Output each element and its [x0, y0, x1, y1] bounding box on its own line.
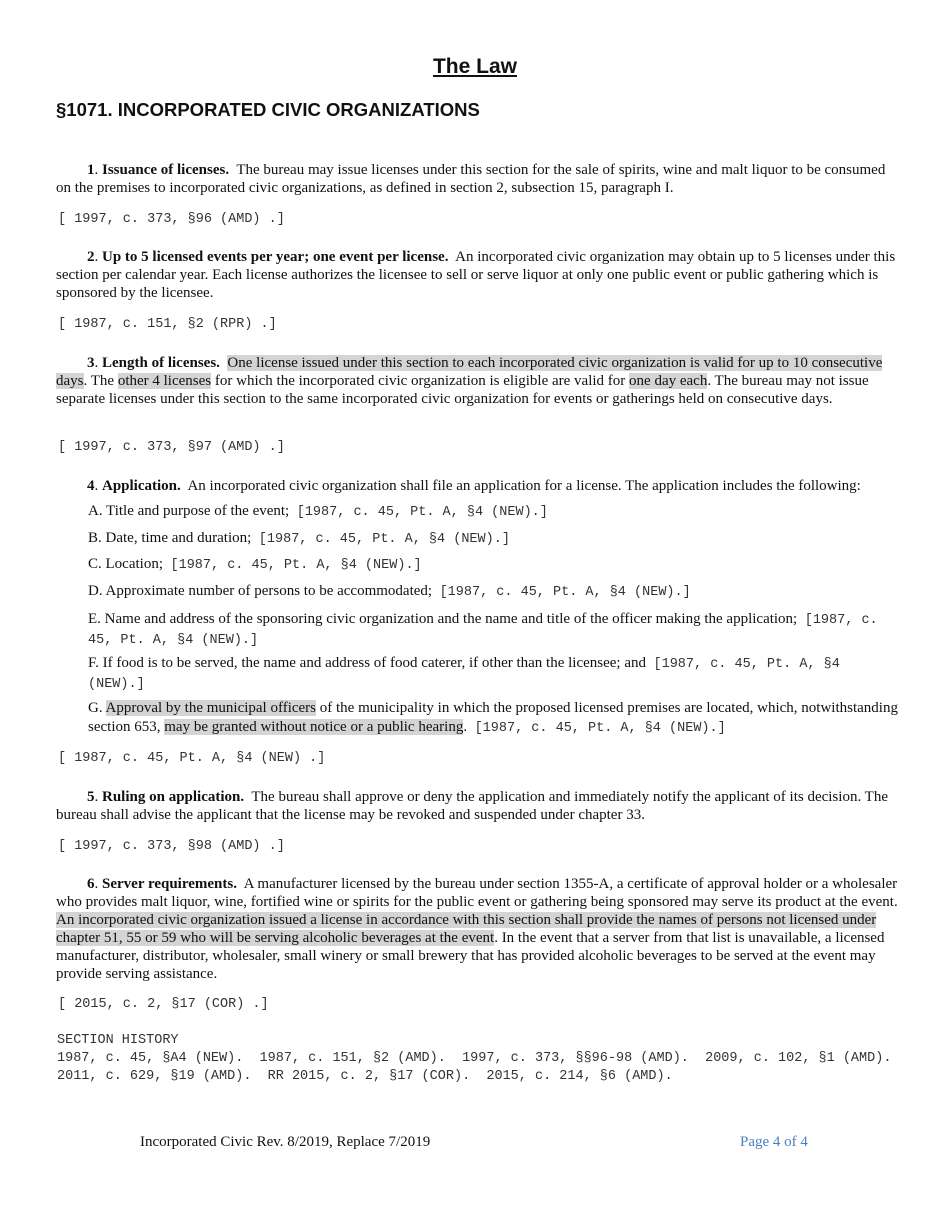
subsection-number: 6	[87, 876, 95, 892]
subsection-number: 2	[87, 249, 95, 265]
subsection-number: 5	[87, 789, 95, 805]
list-item: C. Location; [1987, c. 45, Pt. A, §4 (NEW).]	[88, 556, 422, 573]
subsection-title: Up to 5 licensed events per year; one event per license.	[102, 249, 449, 265]
subsection-number: 4	[87, 478, 95, 494]
section-history	[57, 1032, 917, 1086]
subsection-title: Application.	[102, 478, 181, 494]
citation: [1987, c. 45, Pt. A, §4 (NEW).]	[296, 505, 548, 520]
highlighted-text: other 4 licenses	[117, 373, 212, 389]
citation: [ 1987, c. 45, Pt. A, §4 (NEW) .]	[58, 751, 326, 766]
subsection-5: 5. Ruling on application. The bureau shall approve or deny the application and immediately notify the applicant of its decision. The bureau shall advise the applicant that the license may be revoked and suspended under chapter 33.	[56, 789, 888, 823]
highlighted-text: one day each	[629, 373, 708, 389]
subsection-number: 3	[87, 355, 95, 371]
subsection-2: 2. Up to 5 licensed events per year; one event per license. An incorporated civic organization may obtain up to 5 licenses under this section per calendar year. Each license authorizes the licensee to sell or serve liquor at only one public event or public gathering which is sponsored by the licensee.	[56, 249, 896, 301]
page-number: Page 4 of 4	[740, 1134, 808, 1150]
highlighted-text: Approval by the municipal officers	[105, 700, 317, 716]
citation: [1987, c. 45, Pt. A, §4 (NEW).]	[88, 657, 840, 692]
section-heading: §1071. INCORPORATED CIVIC ORGANIZATIONS	[56, 99, 480, 120]
subsection-title: Length of licenses.	[102, 355, 220, 371]
subsection-title: Server requirements.	[102, 876, 237, 892]
list-item: A. Title and purpose of the event; [1987, c. 45, Pt. A, §4 (NEW).]	[88, 503, 548, 520]
highlighted-text: may be granted without notice or a public hearing	[164, 719, 464, 735]
subsection-text: . In the event that a server from that list is unavailable, a licensed manufacturer, distributor, wholesaler, small winery or small brewery that has provided alcoholic beverages to be served at the event may provide serving assistance.	[56, 930, 885, 982]
subsection-text: The bureau may issue licenses under this section for the sale of spirits, wine and malt liquor to be consumed on the premises to incorporated civic organizations, as defined in section 2, subsection 15, paragraph I.	[56, 162, 886, 196]
subsection-title: Issuance of licenses.	[102, 162, 230, 178]
list-item: E. Name and address of the sponsoring civic organization and the name and title of the officer making the application; [1987, c. 45, Pt. A, §4 (NEW).]	[88, 611, 878, 648]
list-item: D. Approximate number of persons to be accommodated; [1987, c. 45, Pt. A, §4 (NEW).]	[88, 583, 691, 600]
citation: [ 1987, c. 151, §2 (RPR) .]	[58, 317, 277, 332]
highlighted-text: One license issued under this section to each incorporated civic organization is valid for up to 10 consecutive days	[56, 355, 883, 389]
subsection-6: 6. Server requirements. A manufacturer licensed by the bureau under section 1355-A, a certificate of approval holder or a wholesaler who provides malt liquor, wine, fortified wine or spirits for the public event or gathering being sponsored may serve its product at the event. An incorporated civic organization issued a license in accordance with this section shall provide the names of persons not licensed under chapter 51, 55 or 59 who will be serving alcoholic beverages at the event. In the event that a server from that list is unavailable, a licensed manufacturer, distributor, wholesaler, small winery or small brewery that has provided alcoholic beverages to be served at the event may provide serving assistance.	[56, 876, 898, 982]
list-item: G. Approval by the municipal officers of the municipality in which the proposed licensed premises are located, which, notwithstanding section 653, may be granted without notice or a public hearing. [1987, c. 45, Pt. A, §4 (NEW).]	[88, 700, 898, 736]
section-history-text: 1987, c. 45, §A4 (NEW). 1987, c. 151, §2 (AMD). 1997, c. 373, §§96-98 (AMD). 2009, c. 102, §1 (AMD). 2011, c. 629, §19 (AMD). RR 2015, c. 2, §17 (COR). 2015, c. 214, §6 (AMD).	[57, 1051, 908, 1084]
citation: [ 1997, c. 373, §97 (AMD) .]	[58, 440, 285, 455]
citation: [1987, c. 45, Pt. A, §4 (NEW).]	[88, 613, 878, 648]
subsection-1: 1. Issuance of licenses. The bureau may issue licenses under this section for the sale of spirits, wine and malt liquor to be consumed on the premises to incorporated civic organizations, as defined in section 2, subsection 15, paragraph I.	[56, 162, 886, 196]
list-item: B. Date, time and duration; [1987, c. 45, Pt. A, §4 (NEW).]	[88, 530, 510, 547]
section-history-label: SECTION HISTORY	[57, 1033, 179, 1048]
citation: [1987, c. 45, Pt. A, §4 (NEW).]	[474, 721, 726, 736]
footer-revision: Incorporated Civic Rev. 8/2019, Replace 7/2019	[140, 1134, 431, 1150]
citation: [1987, c. 45, Pt. A, §4 (NEW).]	[258, 532, 510, 547]
subsection-text: . The bureau may not issue separate licenses under this section to the same incorporated civic organization for events or gatherings held on consecutive days.	[56, 373, 869, 407]
subsection-text: for which the incorporated civic organization is eligible are valid for	[211, 373, 630, 389]
subsection-text: An incorporated civic organization may obtain up to 5 licenses under this section per calendar year. Each license authorizes the licensee to sell or serve liquor at only one public event or public gathering which is sponsored by the licensee.	[56, 249, 896, 301]
subsection-text: The bureau shall approve or deny the application and immediately notify the applicant of its decision. The bureau shall advise the applicant that the license may be revoked and suspended under chapter 33.	[56, 789, 888, 823]
subsection-text: . The	[83, 373, 118, 389]
subsection-text: An incorporated civic organization shall file an application for a license. The application includes the following:	[187, 478, 861, 494]
document-title: The Law	[432, 55, 517, 78]
citation: [1987, c. 45, Pt. A, §4 (NEW).]	[170, 558, 422, 573]
citation: [1987, c. 45, Pt. A, §4 (NEW).]	[439, 585, 691, 600]
subsection-4: 4. Application. An incorporated civic organization shall file an application for a license. The application includes the following:	[87, 478, 861, 494]
citation: [ 1997, c. 373, §98 (AMD) .]	[58, 839, 285, 854]
subsection-title: Ruling on application.	[102, 789, 245, 805]
citation: [ 2015, c. 2, §17 (COR) .]	[58, 997, 269, 1012]
subsection-text: A manufacturer licensed by the bureau under section 1355-A, a certificate of approval holder or a wholesaler who provides malt liquor, wine, fortified wine or spirits for the public event or gathering being sponsored may serve its product at the event.	[56, 876, 898, 910]
subsection-3: 3. Length of licenses. One license issued under this section to each incorporated civic organization is valid for up to 10 consecutive days. The other 4 licenses for which the incorporated civic organization is eligible are valid for one day each. The bureau may not issue separate licenses under this section to the same incorporated civic organization for events or gatherings held on consecutive days.	[56, 355, 883, 407]
list-item: F. If food is to be served, the name and address of food caterer, if other than the licensee; and [1987, c. 45, Pt. A, §4 (NEW).]	[88, 655, 840, 692]
highlighted-text: An incorporated civic organization issued a license in accordance with this section shall provide the names of persons not licensed under chapter 51, 55 or 59 who will be serving alcoholic beverages at the event	[56, 912, 877, 946]
citation: [ 1997, c. 373, §96 (AMD) .]	[58, 212, 285, 227]
subsection-number: 1	[87, 162, 95, 178]
